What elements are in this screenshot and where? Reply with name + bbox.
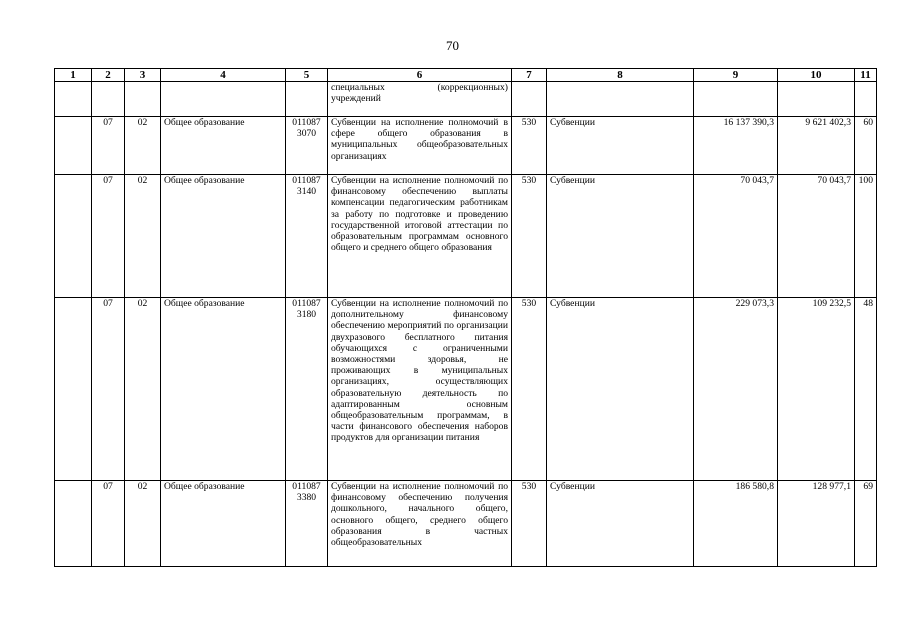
cell-subsection xyxy=(125,82,161,117)
column-header: 6 xyxy=(328,69,512,82)
column-header: 4 xyxy=(161,69,286,82)
cell-section-name: Общее образование xyxy=(161,175,286,298)
cell-section: 07 xyxy=(92,117,125,175)
page-number: 70 xyxy=(446,38,459,53)
cell-subsection: 02 xyxy=(125,175,161,298)
cell-percent: 69 xyxy=(855,481,877,567)
cell-amount-actual: 128 977,1 xyxy=(778,481,855,567)
column-header: 11 xyxy=(855,69,877,82)
cell-amount-planned: 186 580,8 xyxy=(694,481,778,567)
cell-section: 07 xyxy=(92,481,125,567)
cell-amount-planned xyxy=(694,82,778,117)
column-header: 5 xyxy=(286,69,328,82)
cell-description: Субвенции на исполнение полномочий по финансовому обеспечению выплаты компенсации педагогическим работникам за работу по подготовке и проведению государственной итоговой аттестации по образовательным программам основного общего и среднего общего образования xyxy=(328,175,512,298)
cell-target-code xyxy=(286,82,328,117)
cell-expense-code: 530 xyxy=(512,298,547,481)
cell-expense-type xyxy=(547,82,694,117)
cell-description: специальных (коррекционных) учреждений xyxy=(328,82,512,117)
cell-section xyxy=(92,82,125,117)
table-header-row xyxy=(55,69,877,82)
cell-section-name: Общее образование xyxy=(161,117,286,175)
cell-col1 xyxy=(55,298,92,481)
cell-percent: 60 xyxy=(855,117,877,175)
column-header: 9 xyxy=(694,69,778,82)
table-row-continuation xyxy=(55,82,877,117)
cell-subsection: 02 xyxy=(125,481,161,567)
cell-expense-type: Субвенции xyxy=(547,298,694,481)
column-header: 3 xyxy=(125,69,161,82)
column-header: 2 xyxy=(92,69,125,82)
cell-description: Субвенции на исполнение полномочий в сфере общего образования в муниципальных общеобразовательных организациях xyxy=(328,117,512,175)
cell-expense-code: 530 xyxy=(512,117,547,175)
cell-percent: 100 xyxy=(855,175,877,298)
cell-description: Субвенции на исполнение полномочий по дополнительному финансовому обеспечению мероприятий по организации двухразового бесплатного питания обучающихся с ограниченными возможностями здоровья, не проживающих в муниципальных организациях, осуществляющих образовательную деятельность по адаптированным основным общеобразовательным программам, в части финансового обеспечения наборов продуктов для организации питания xyxy=(328,298,512,481)
table-row xyxy=(55,481,877,567)
cell-col1 xyxy=(55,82,92,117)
cell-expense-code: 530 xyxy=(512,481,547,567)
cell-amount-actual xyxy=(778,82,855,117)
cell-col1 xyxy=(55,481,92,567)
cell-amount-planned: 70 043,7 xyxy=(694,175,778,298)
cell-amount-actual: 9 621 402,3 xyxy=(778,117,855,175)
cell-expense-code xyxy=(512,82,547,117)
cell-col1 xyxy=(55,117,92,175)
cell-section-name xyxy=(161,82,286,117)
cell-col1 xyxy=(55,175,92,298)
table-row xyxy=(55,175,877,298)
cell-target-code: 011087 3180 xyxy=(286,298,328,481)
cell-expense-type: Субвенции xyxy=(547,117,694,175)
cell-subsection: 02 xyxy=(125,117,161,175)
column-header: 7 xyxy=(512,69,547,82)
cell-section-name: Общее образование xyxy=(161,298,286,481)
column-header: 8 xyxy=(547,69,694,82)
cell-section: 07 xyxy=(92,298,125,481)
table-row xyxy=(55,298,877,481)
cell-section: 07 xyxy=(92,175,125,298)
column-header: 1 xyxy=(55,69,92,82)
cell-target-code: 011087 3380 xyxy=(286,481,328,567)
cell-target-code: 011087 3140 xyxy=(286,175,328,298)
budget-table xyxy=(54,68,877,567)
table-row xyxy=(55,117,877,175)
cell-section-name: Общее образование xyxy=(161,481,286,567)
cell-amount-planned: 229 073,3 xyxy=(694,298,778,481)
cell-expense-type: Субвенции xyxy=(547,481,694,567)
cell-target-code: 011087 3070 xyxy=(286,117,328,175)
cell-percent: 48 xyxy=(855,298,877,481)
cell-amount-planned: 16 137 390,3 xyxy=(694,117,778,175)
cell-description: Субвенции на исполнение полномочий по финансовому обеспечению получения дошкольного, начального общего, основного общего, среднего общего образования в частных общеобразовательных xyxy=(328,481,512,567)
cell-amount-actual: 70 043,7 xyxy=(778,175,855,298)
cell-amount-actual: 109 232,5 xyxy=(778,298,855,481)
cell-percent xyxy=(855,82,877,117)
cell-expense-code: 530 xyxy=(512,175,547,298)
column-header: 10 xyxy=(778,69,855,82)
cell-subsection: 02 xyxy=(125,298,161,481)
cell-expense-type: Субвенции xyxy=(547,175,694,298)
